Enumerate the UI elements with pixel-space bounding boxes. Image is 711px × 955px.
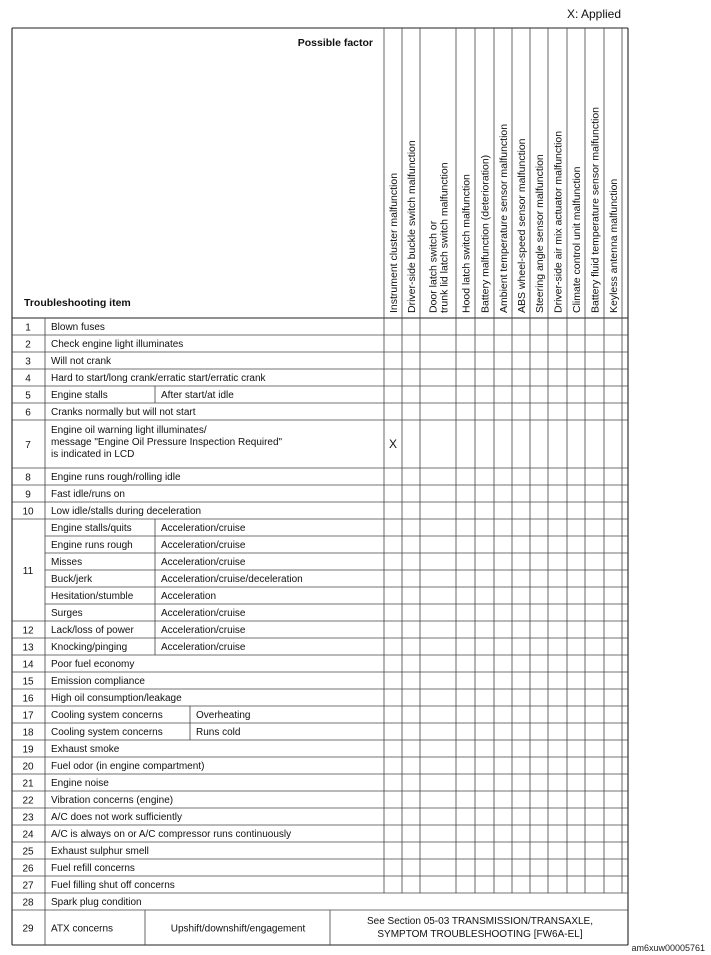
condition-label: Runs cold xyxy=(196,727,241,738)
item-label: Cooling system concerns xyxy=(51,727,163,738)
applied-legend: X: Applied xyxy=(566,7,621,21)
factor-label-4: Hood latch switch malfunction xyxy=(460,174,473,313)
condition-label: Acceleration/cruise xyxy=(161,557,246,568)
row-number: 24 xyxy=(22,829,34,841)
factor-label-6: Ambient temperature sensor malfunction xyxy=(498,123,510,313)
item-label: Knocking/pinging xyxy=(51,642,128,653)
row-number: 18 xyxy=(22,727,34,739)
item-label: Cranks normally but will not start xyxy=(51,407,196,418)
factor-label-1: Instrument cluster malfunction xyxy=(388,172,400,313)
row-number: 26 xyxy=(22,863,34,875)
item-label: High oil consumption/leakage xyxy=(51,693,182,704)
row-number: 12 xyxy=(22,625,34,637)
row-number: 16 xyxy=(22,693,34,705)
factor-label-8: Steering angle sensor malfunction xyxy=(534,154,546,313)
row-number: 21 xyxy=(22,778,34,790)
item-label: Exhaust smoke xyxy=(51,744,120,755)
item-label: Spark plug condition xyxy=(51,897,142,908)
figure-code: am6xuw00005761 xyxy=(631,943,705,953)
row-number: 27 xyxy=(22,880,34,892)
factor-label-9: Driver-side air mix actuator malfunction xyxy=(552,130,565,313)
factor-label-3: Door latch switch or xyxy=(427,220,440,313)
item-label: Vibration concerns (engine) xyxy=(51,795,174,806)
row-number: 20 xyxy=(22,761,34,773)
factor-label-11: Battery fluid temperature sensor malfunction xyxy=(589,106,602,313)
row-number: 11 xyxy=(22,566,34,577)
item-label: Surges xyxy=(51,608,83,619)
item-label: Hard to start/long crank/erratic start/erratic crank xyxy=(51,373,266,384)
row-number: 28 xyxy=(22,897,34,909)
applied-mark: X xyxy=(388,437,398,451)
row-number: 15 xyxy=(22,676,34,688)
item-label: Engine noise xyxy=(51,778,109,789)
row-number: 3 xyxy=(25,356,31,368)
item-label: Blown fuses xyxy=(51,322,105,333)
factor-label-7: ABS wheel-speed sensor malfunction xyxy=(516,138,528,313)
factor-label-10: Climate control unit malfunction xyxy=(571,166,583,313)
row-number: 6 xyxy=(25,407,31,419)
condition-label: Acceleration/cruise xyxy=(161,642,246,653)
row-number: 17 xyxy=(22,710,34,722)
item-label: A/C is always on or A/C compressor runs continuously xyxy=(51,829,292,840)
item-label: Fuel filling shut off concerns xyxy=(51,880,175,891)
item-label: Engine runs rough/rolling idle xyxy=(51,472,181,483)
row-number: 1 xyxy=(25,322,31,334)
row-number: 25 xyxy=(22,846,34,858)
item-label: Exhaust sulphur smell xyxy=(51,846,149,857)
row-number: 23 xyxy=(22,812,34,824)
condition-label: Acceleration/cruise xyxy=(161,608,246,619)
item-label: Misses xyxy=(51,557,83,568)
condition-label: Acceleration/cruise xyxy=(161,625,246,636)
condition-label: Acceleration/cruise xyxy=(161,540,246,551)
item-label: Hesitation/stumble xyxy=(51,591,134,602)
factor-label-5: Battery malfunction (deterioration) xyxy=(479,154,492,313)
item-label: Low idle/stalls during deceleration xyxy=(51,506,202,517)
row-number: 13 xyxy=(22,642,34,654)
row-number: 5 xyxy=(25,390,31,402)
item-label: Engine stalls xyxy=(51,390,108,401)
row-number: 4 xyxy=(25,373,31,385)
item-label: Will not crank xyxy=(51,356,112,367)
condition-label: Acceleration/cruise/deceleration xyxy=(161,574,303,585)
item-label: Cooling system concerns xyxy=(51,710,163,721)
item-label: ATX concerns xyxy=(51,923,114,935)
factor-label-3: trunk lid latch switch malfunction xyxy=(438,162,451,313)
factor-label-2: Driver-side buckle switch malfunction xyxy=(406,140,418,313)
row-number: 8 xyxy=(25,472,31,484)
item-label: A/C does not work sufficiently xyxy=(51,812,182,823)
see-section-note: SYMPTOM TROUBLESHOOTING [FW6A-EL] xyxy=(377,929,583,940)
condition-label: Overheating xyxy=(196,710,251,721)
row-number: 29 xyxy=(22,923,34,935)
item-label: Engine stalls/quits xyxy=(51,523,132,534)
row-number: 14 xyxy=(22,659,34,671)
row-number: 9 xyxy=(25,489,31,501)
item-label: Lack/loss of power xyxy=(51,625,134,636)
row-number: 2 xyxy=(25,339,31,351)
troubleshooting-item-heading: Troubleshooting item xyxy=(24,297,131,309)
row-number: 19 xyxy=(22,744,34,756)
item-label: Buck/jerk xyxy=(51,574,93,585)
item-label: Fuel refill concerns xyxy=(51,863,135,874)
condition-label: Acceleration/cruise xyxy=(161,523,246,534)
item-label: Fuel odor (in engine compartment) xyxy=(51,761,205,772)
item-label: Fast idle/runs on xyxy=(51,489,125,500)
condition-label: Upshift/downshift/engagement xyxy=(170,923,306,935)
item-label: is indicated in LCD xyxy=(51,449,135,460)
possible-factor-heading: Possible factor xyxy=(297,37,373,49)
item-label: Check engine light illuminates xyxy=(51,339,184,350)
row-number: 7 xyxy=(25,440,31,451)
item-label: message "Engine Oil Pressure Inspection Required" xyxy=(51,437,283,448)
see-section-note: See Section 05-03 TRANSMISSION/TRANSAXLE, xyxy=(366,916,594,927)
condition-label: Acceleration xyxy=(161,591,217,602)
item-label: Engine oil warning light illuminates/ xyxy=(51,425,207,436)
factor-label-12: Keyless antenna malfunction xyxy=(608,178,620,313)
item-label: Poor fuel economy xyxy=(51,659,135,670)
row-number: 10 xyxy=(22,506,34,518)
condition-label: After start/at idle xyxy=(161,390,234,401)
item-label: Emission compliance xyxy=(51,676,145,687)
row-number: 22 xyxy=(22,795,34,807)
item-label: Engine runs rough xyxy=(51,540,133,551)
